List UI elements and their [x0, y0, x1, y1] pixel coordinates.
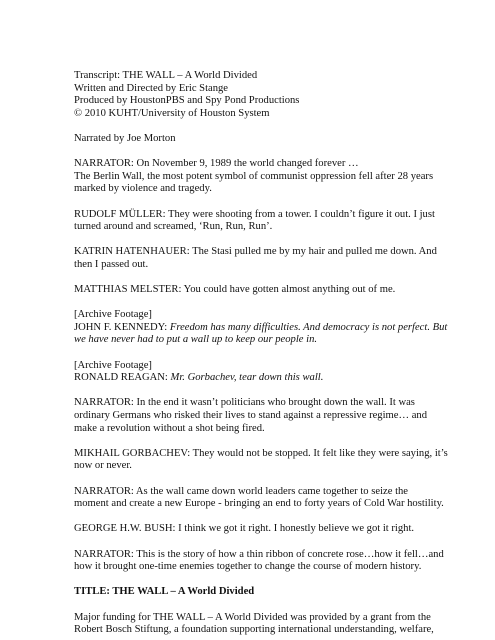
paragraph-line: then I passed out.	[74, 258, 149, 270]
paragraph-gorbachev	[74, 448, 484, 473]
paragraph-line: MATTHIAS MELSTER: You could have gotten almost anything out of me.	[74, 284, 396, 296]
paragraph-line: NARRATOR: This is the story of how a thin ribbon of concrete rose…how it fell…and	[74, 548, 444, 560]
written-by-line: Written and Directed by Eric Stange	[74, 82, 229, 94]
transcript-heading: Transcript: THE WALL – A World Divided	[74, 70, 258, 81]
paragraph-hatenhauer	[74, 246, 484, 271]
title-card-line: TITLE: THE WALL – A World Divided	[74, 586, 255, 598]
paragraph-line	[74, 322, 484, 335]
paragraph-narrator-1	[74, 158, 484, 196]
quote-text: Mr. Gorbachev, tear down this wall.	[170, 372, 324, 384]
quote-text: we have never had to put a wall up to keep our people in.	[74, 334, 318, 346]
narrated-by-line: Narrated by Joe Morton	[74, 132, 176, 144]
paragraph-line: GEORGE H.W. BUSH: I think we got it right. I honestly believe we got it right.	[74, 523, 415, 535]
archive-footage-tag: [Archive Footage]	[74, 309, 152, 321]
paragraph-line: NARRATOR: On November 9, 1989 the world changed forever …	[74, 158, 359, 170]
speaker-label: JOHN F. KENNEDY:	[74, 321, 170, 333]
paragraph-line	[74, 372, 484, 385]
paragraph-line: turned around and screamed, ‘Run, Run, Run’.	[74, 221, 273, 233]
paragraph-line: now or never.	[74, 460, 132, 472]
paragraph-line: MIKHAIL GORBACHEV: They would not be stopped. It felt like they were saying, it’s	[74, 447, 448, 459]
paragraph-line: make a revolution without a shot being fired.	[74, 422, 265, 434]
paragraph-line: moment and create a new Europe - bringing an end to forty years of Cold War hostility.	[74, 498, 444, 510]
paragraph-line: The Berlin Wall, the most potent symbol of communist oppression fell after 28 years	[74, 170, 434, 182]
paragraph-line: Robert Bosch Stiftung, a foundation supporting international understanding, welfare,	[74, 624, 434, 636]
paragraph-muller	[74, 209, 484, 234]
paragraph-line: KATRIN HATENHAUER: The Stasi pulled me by my hair and pulled me down. And	[74, 246, 437, 258]
paragraph-reagan	[74, 360, 484, 385]
paragraph-line: how it brought one-time enemies together to change the course of modern history.	[74, 561, 422, 573]
paragraph-line: NARRATOR: As the wall came down world leaders came together to seize the	[74, 485, 409, 497]
paragraph-narrator-4	[74, 549, 484, 574]
quote-text: Freedom has many difficulties. And democracy is not perfect. But	[169, 321, 448, 333]
transcript-body	[74, 70, 484, 637]
archive-footage-tag: [Archive Footage]	[74, 359, 152, 371]
paragraph-bush	[74, 523, 484, 536]
produced-by-line: Produced by HoustonPBS and Spy Pond Productions	[74, 95, 300, 107]
paragraph-melster	[74, 284, 484, 297]
paragraph-narrator-3	[74, 486, 484, 511]
copyright-line: © 2010 KUHT/University of Houston System	[74, 107, 270, 119]
paragraph-line: RUDOLF MÜLLER: They were shooting from a tower. I couldn’t figure it out. I just	[74, 208, 435, 220]
paragraph-line: marked by violence and tragedy.	[74, 183, 212, 195]
paragraph-line: Major funding for THE WALL – A World Divided was provided by a grant from the	[74, 611, 431, 623]
paragraph-line: NARRATOR: In the end it wasn’t politicians who brought down the wall. It was	[74, 397, 415, 409]
paragraph-kennedy	[74, 309, 484, 347]
speaker-label: RONALD REAGAN:	[74, 372, 171, 384]
paragraph-line: ordinary Germans who risked their lives to stand against a repressive regime… and	[74, 410, 428, 422]
paragraph-funding	[74, 612, 484, 637]
paragraph-narrator-2	[74, 397, 484, 435]
